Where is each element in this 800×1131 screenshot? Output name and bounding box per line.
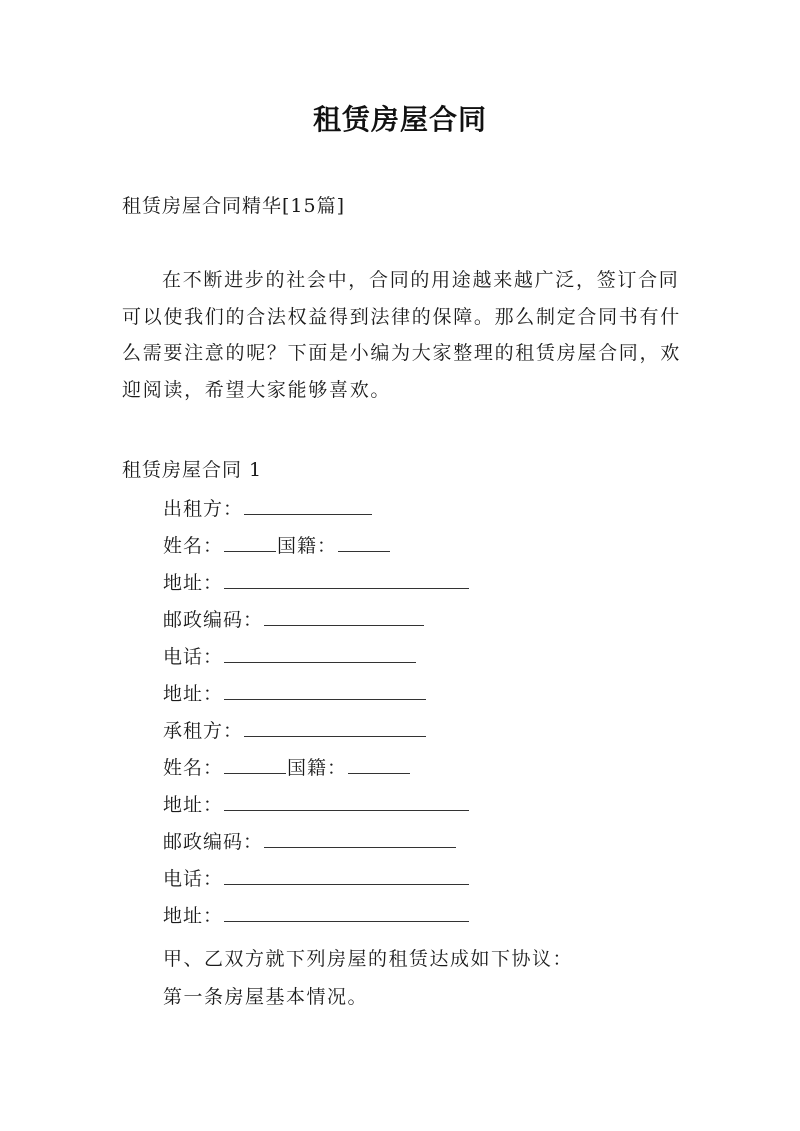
field-label: 电话： (163, 868, 224, 890)
lessee-address-2-field (163, 898, 470, 935)
field-label: 地址： (163, 794, 224, 816)
field-label: 国籍： (277, 535, 338, 557)
blank-line (264, 607, 424, 626)
agreement-statement: 甲、乙双方就下列房屋的租赁达成如下协议： (163, 948, 574, 970)
blank-line (224, 533, 276, 552)
blank-line (224, 792, 469, 811)
blank-line (348, 755, 410, 774)
blank-line (224, 681, 426, 700)
blank-line (244, 718, 426, 737)
lessor-address-2-field (163, 676, 470, 713)
field-label: 邮政编码： (163, 831, 264, 853)
field-label: 承租方： (163, 720, 244, 742)
field-label: 出租方： (163, 498, 244, 520)
field-label: 邮政编码： (163, 609, 264, 631)
lessee-field (163, 713, 470, 750)
article-one-heading: 第一条房屋基本情况。 (163, 986, 369, 1008)
document-title: 租赁房屋合同 (312, 103, 487, 136)
lessee-phone-field (163, 861, 470, 898)
lessor-address-field (163, 565, 470, 602)
blank-line (224, 570, 469, 589)
intro-paragraph: 在不断进步的社会中，合同的用途越来越广泛，签订合同可以使我们的合法权益得到法律的保障。那么制定合同书有什么需要注意的呢？下面是小编为大家整理的租赁房屋合同，欢迎阅读，希望大家能够喜欢。 (122, 269, 681, 402)
field-label: 地址： (163, 905, 224, 927)
document-subtitle: 租赁房屋合同精华[15篇] (122, 195, 346, 217)
field-label: 国籍： (287, 757, 348, 779)
blank-line (224, 644, 416, 663)
lessor-postcode-field (163, 602, 470, 639)
blank-line (338, 533, 390, 552)
lessee-address-field (163, 787, 470, 824)
lessor-phone-field (163, 639, 470, 676)
blank-line (244, 496, 372, 515)
section-heading: 租赁房屋合同 1 (122, 459, 263, 481)
lessor-name-field (163, 528, 470, 565)
field-label: 电话： (163, 646, 224, 668)
blank-line (224, 755, 286, 774)
field-label: 地址： (163, 572, 224, 594)
blank-line (264, 829, 456, 848)
lessor-field (163, 491, 470, 528)
field-label: 姓名： (163, 535, 224, 557)
lessee-name-field (163, 750, 470, 787)
contract-party-fields (163, 491, 470, 935)
lessee-postcode-field (163, 824, 470, 861)
blank-line (224, 866, 469, 885)
field-label: 姓名： (163, 757, 224, 779)
field-label: 地址： (163, 683, 224, 705)
blank-line (224, 903, 469, 922)
